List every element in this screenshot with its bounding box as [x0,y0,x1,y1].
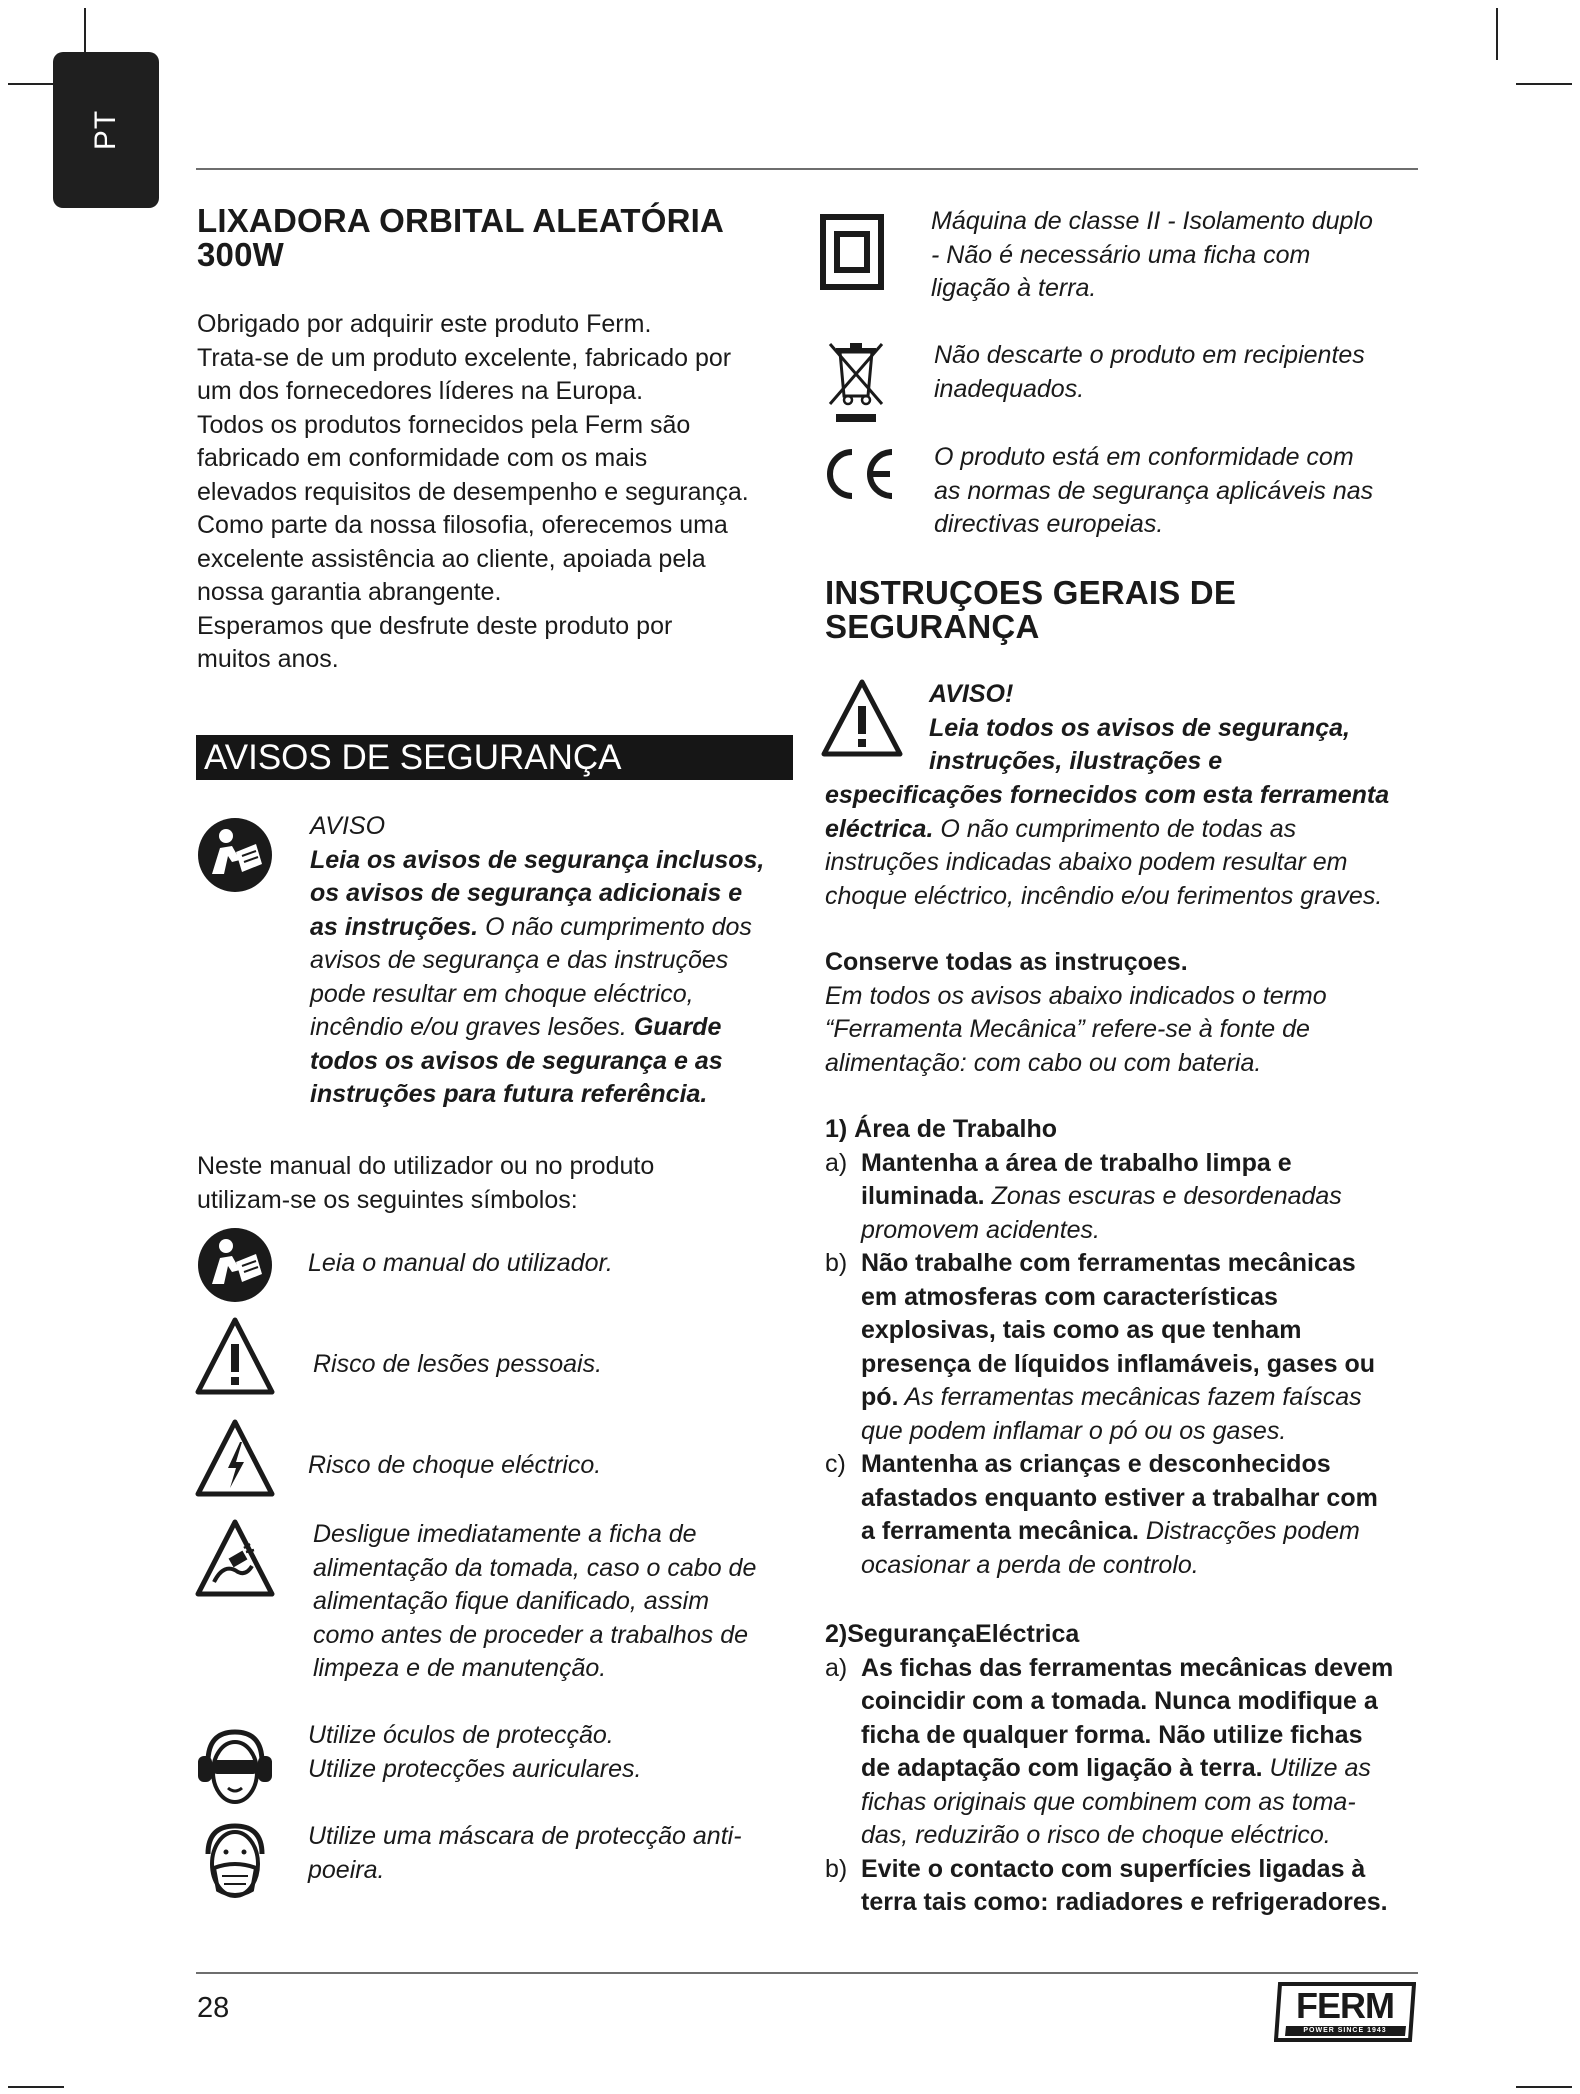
intro-line: muitos anos. [197,645,339,673]
crop-mark [1516,83,1572,85]
list-item-bold-line: Mantenha as crianças e desconhecidos [861,1450,1331,1478]
symbol-description [308,1719,798,1786]
list-item-italic-line: ocasionar a perda de controlo. [861,1550,1199,1579]
intro-line: nossa garantia abrangente. [197,578,502,606]
warning-block [310,810,800,1112]
intro-line: Obrigado por adquirir este produto Ferm. [197,310,652,338]
list-item [825,1247,1445,1448]
symbol-description [931,205,1431,306]
list-item-italic-line: das, reduzirão o risco de choque eléctrico. [861,1821,1331,1849]
list-item-bold-line: terra tais como: radiadores e refrigeradores. [861,1888,1388,1916]
list-item-italic-line: promovem acidentes. [861,1215,1101,1244]
warning-triangle-icon [820,678,904,758]
product-title [197,204,797,272]
language-tab [53,52,159,208]
aviso-heading: AVISO! [929,680,1014,708]
warning-mixed-rest: O não cumprimento dos [478,912,752,941]
symbol-description [308,1247,798,1281]
weee-disposal-icon [826,340,886,424]
work-area-section [825,1113,1445,1582]
symbol-line: ligação à terra. [931,274,1097,302]
list-item-bold-line: afastados enquanto estiver a trabalhar com [861,1483,1378,1512]
warning-mixed-line [310,911,800,945]
language-tab-label: PT [89,109,122,151]
symbol-line: Máquina de classe II - Isolamento duplo [931,207,1373,235]
warning-italic-line: pode resultar em choque eléctrico, [310,979,694,1008]
list-item [825,1853,1455,1920]
ferm-logo-tagline: POWER SINCE 1943 [1303,2027,1387,2034]
symbol-description [934,339,1434,406]
list-item-italic-inline: As ferramentas mecânicas fazem faíscas [898,1383,1362,1411]
general-safety-title-line: INSTRUÇOES GERAIS DE [825,574,1237,611]
general-safety-title-line: SEGURANÇA [825,608,1040,645]
intro-line: Esperamos que desfrute deste produto por [197,611,673,640]
symbol-description [308,1820,798,1887]
list-item [825,1448,1445,1582]
list-item-bold-line: ficha de qualquer forma. Não utilize fichas [861,1720,1363,1749]
read-manual-icon [196,816,274,894]
symbol-description [308,1449,798,1483]
aviso-bold-line: especificações fornecidos com esta ferramenta [825,781,1390,809]
intro-line: fabricado em conformidade com os mais [197,444,648,472]
list-item-mixed-line [861,1752,1455,1786]
symbol-line: alimentação da tomada, caso o cabo de [313,1553,757,1582]
symbol-line: O produto está em conformidade com [934,443,1354,471]
list-item-bold-line: explosivas, tais como as que tenham [861,1316,1302,1344]
list-item-bold-inline: pó. [861,1383,899,1411]
warning-mixed-bold: as instruções. [310,912,479,941]
symbol-line: como antes de proceder a trabalhos de [313,1620,748,1649]
list-item-bold-line: As fichas das ferramentas mecânicas devem [861,1653,1394,1682]
symbol-description [934,441,1434,542]
symbols-intro-line: Neste manual do utilizador ou no produto [197,1152,655,1180]
list-item-mixed-line [861,1515,1445,1549]
symbol-line: Utilize protecções auriculares. [308,1754,642,1783]
list-item-bold-line: em atmosferas com características [861,1282,1278,1311]
list-item-label: c) [825,1450,846,1478]
symbols-intro [197,1150,797,1217]
general-safety-title [825,576,1425,644]
damaged-cable-unplug-icon [194,1518,276,1598]
warning-tail-line: instruções para futura referência. [310,1080,708,1108]
list-item-bold-inline: de adaptação com ligação à terra. [861,1754,1263,1782]
symbol-line: alimentação fique danificado, assim [313,1587,710,1615]
product-title-line: LIXADORA ORBITAL ALEATÓRIA [197,202,725,239]
electric-shock-icon [194,1418,276,1498]
list-item-italic-inline: Zonas escuras e desordenadas [984,1182,1342,1210]
list-item-label: a) [825,1148,848,1177]
intro-line: excelente assistência ao cliente, apoiada pela [197,544,706,573]
keep-line: “Ferramenta Mecânica” refere-se à fonte de [825,1015,1310,1043]
crop-mark [8,2086,64,2088]
ferm-logo-text: FERM [1296,1985,1394,2026]
aviso-italic-line: choque eléctrico, incêndio e/ou ferimentos graves. [825,881,1383,910]
aviso-italic-line: instruções indicadas abaixo podem resultar em [825,848,1348,876]
warning-tail-line: todos os avisos de segurança e as [310,1046,723,1075]
list-item-italic-line: que podem inflamar o pó ou os gases. [861,1416,1287,1445]
safety-warnings-banner: AVISOS DE SEGURANÇA [196,735,793,780]
symbol-line: Não descarte o produto em recipientes [934,341,1365,369]
ferm-logo [1274,1982,1416,2042]
footer-rule [196,1972,1418,1974]
list-item [825,1652,1455,1853]
warning-italic-line: avisos de segurança e das instruções [310,946,729,974]
aviso-mixed-line [825,813,1445,847]
crop-mark [1496,8,1498,60]
symbol-line: poeira. [308,1855,385,1884]
header-rule [196,168,1418,170]
warning-bold-line: Leia os avisos de segurança inclusos, [310,845,765,874]
aviso-bold-line: Leia todos os avisos de segurança, [929,713,1350,742]
list-item [825,1147,1445,1248]
warning-heading: AVISO [310,812,386,840]
keep-line: Em todos os avisos abaixo indicados o termo [825,981,1327,1010]
symbol-line: directivas europeias. [934,510,1164,538]
intro-line: elevados requisitos de desempenho e segurança. [197,477,749,506]
goggles-ear-protection-icon [194,1726,276,1810]
warning-mixed-line [310,1011,800,1045]
list-item-bold-line: Mantenha a área de trabalho limpa e [861,1148,1292,1177]
dust-mask-icon [194,1820,276,1904]
intro-line: um dos fornecedores líderes na Europa. [197,377,644,405]
list-item-bold-inline: a ferramenta mecânica. [861,1517,1139,1545]
symbol-line: - Não é necessário uma ficha com [931,240,1311,269]
page-number: 28 [197,1992,230,2024]
intro-paragraph [197,308,797,677]
aviso-body [825,779,1445,913]
symbol-line: Utilize uma máscara de protecção anti- [308,1822,742,1850]
ce-mark-icon [820,446,900,502]
keep-heading: Conserve todas as instruçoes. [825,948,1188,976]
symbol-line: as normas de segurança aplicáveis nas [934,476,1374,505]
aviso-mixed-bold: eléctrica. [825,814,934,843]
intro-line: Como parte da nossa filosofia, oferecemos uma [197,511,728,539]
list-item-italic-inline: Utilize as [1262,1754,1371,1782]
aviso-head [929,678,1429,779]
symbol-line: limpeza e de manutenção. [313,1654,607,1682]
intro-line: Todos os produtos fornecidos pela Ferm são [197,410,691,439]
symbol-line: Risco de lesões pessoais. [313,1350,603,1378]
list-item-mixed-line [861,1381,1445,1415]
section-heading: 1) Área de Trabalho [825,1115,1058,1143]
warning-bold-line: os avisos de segurança adicionais e [310,879,743,907]
symbol-description [313,1348,803,1382]
list-item-label: a) [825,1653,848,1682]
list-item-bold-inline: iluminada. [861,1182,985,1210]
warning-mixed2-bold: Guarde [633,1013,722,1041]
list-item-label: b) [825,1249,848,1277]
aviso-bold-line: instruções, ilustrações e [929,747,1223,775]
list-item-italic-line: fichas originais que combinem com as toma- [861,1787,1356,1816]
list-item-bold-line: presença de líquidos inflamáveis, gases ou [861,1349,1376,1378]
symbol-line: Desligue imediatamente a ficha de [313,1520,697,1548]
keep-line: alimentação: com cabo ou com bateria. [825,1048,1262,1077]
read-manual-icon [196,1226,274,1304]
list-item-bold-line: coincidir com a tomada. Nunca modifique a [861,1687,1378,1715]
list-item-bold-line: Evite o contacto com superfícies ligadas à [861,1854,1366,1883]
electrical-safety-section [825,1618,1455,1920]
crop-mark [1516,2086,1572,2088]
personal-injury-warning-icon [194,1316,276,1396]
symbol-line: inadequados. [934,374,1085,403]
intro-line: Trata-se de um produto excelente, fabricado por [197,343,732,372]
symbol-line: Utilize óculos de protecção. [308,1721,614,1749]
symbols-intro-line: utilizam-se os seguintes símbolos: [197,1185,578,1214]
warning-mixed2-italic: incêndio e/ou graves lesões. [310,1013,634,1041]
section-heading: 2)SegurançaEléctrica [825,1620,1080,1648]
aviso-mixed-rest: O não cumprimento de todas as [933,814,1297,843]
list-item-label: b) [825,1854,848,1883]
keep-instructions [825,946,1445,1080]
class-ii-insulation-icon [820,214,884,290]
symbol-description [313,1518,803,1686]
list-item-mixed-line [861,1180,1445,1214]
symbol-line: Leia o manual do utilizador. [308,1249,613,1277]
list-item-italic-inline: Distracções podem [1138,1517,1360,1545]
list-item-bold-line: Não trabalhe com ferramentas mecânicas [861,1249,1356,1277]
symbol-line: Risco de choque eléctrico. [308,1451,602,1479]
product-title-line: 300W [197,236,285,273]
